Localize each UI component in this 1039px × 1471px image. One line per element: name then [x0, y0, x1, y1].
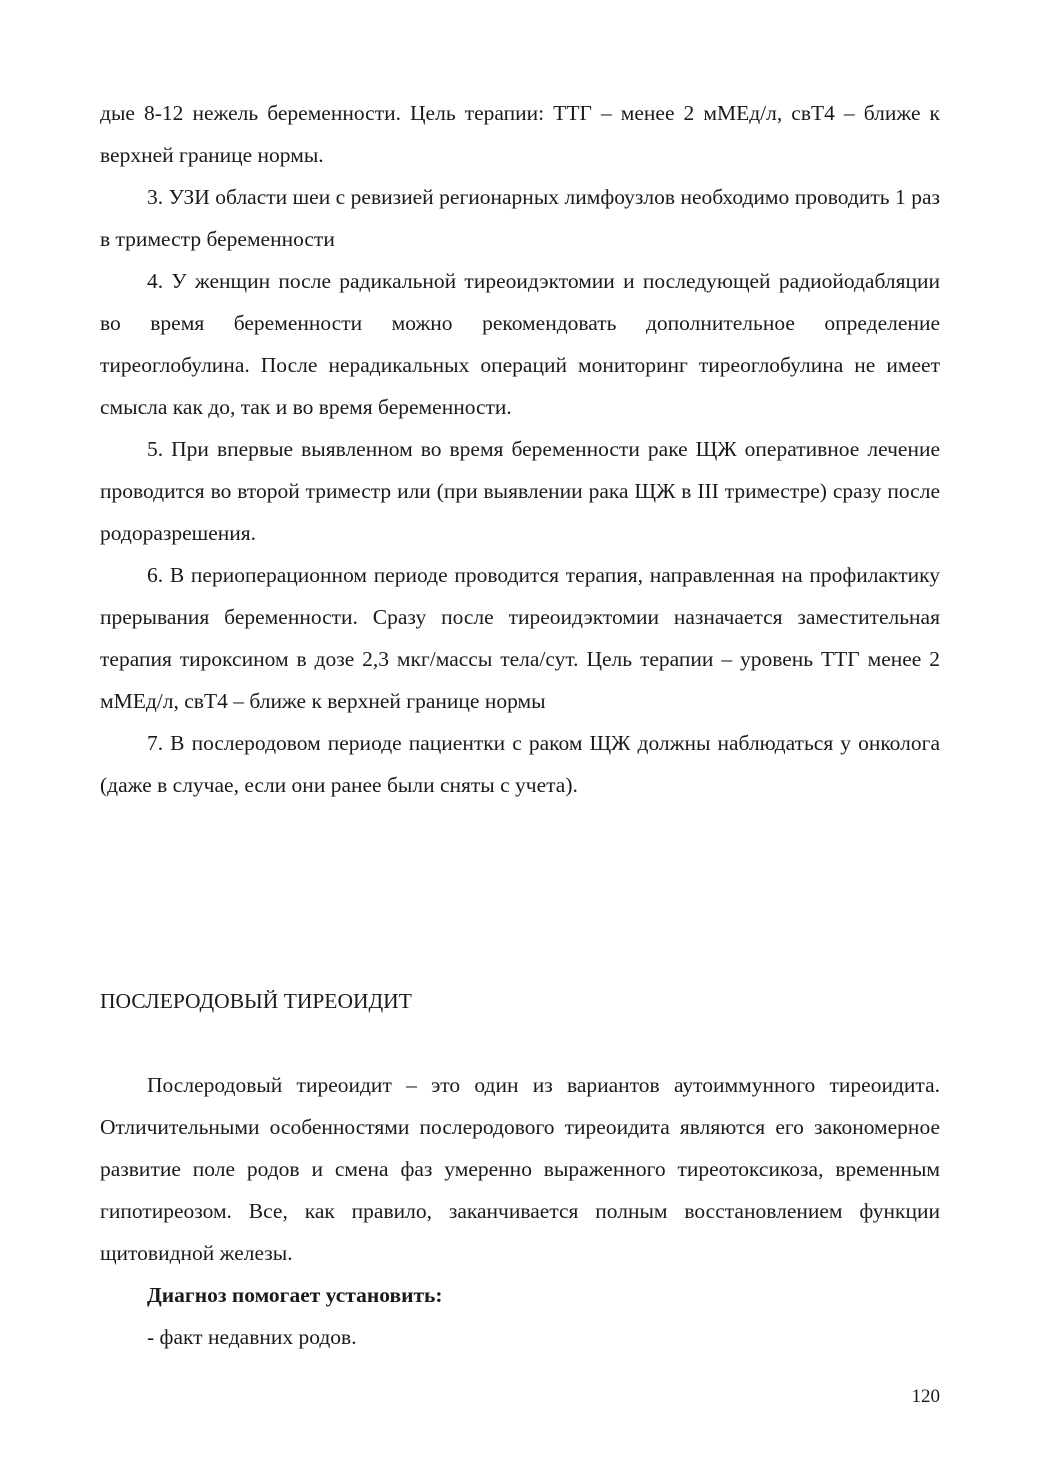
list-item-5: 5. При впервые выявленном во время беременности раке ЩЖ оперативное лечение проводится во второй триместр или (при выявлении рака ЩЖ в III триместре) сразу после родоразрешения. [100, 437, 940, 545]
section-body [100, 1064, 940, 1358]
list-item-3: 3. УЗИ области шеи с ревизией регионарных лимфоузлов необходимо проводить 1 раз в триместр беременности [100, 185, 940, 251]
diagnosis-item: - факт недавних родов. [147, 1325, 357, 1349]
list-item-4: 4. У женщин после радикальной тиреоидэктомии и последующей радиойодабляции во время беременности можно рекомендовать дополнительное определение тиреоглобулина. После нерадикальных операций мониторинг тиреоглобулина не имеет смысла как до, так и во время беременности. [100, 269, 940, 419]
section-intro: Послеродовый тиреоидит – это один из вариантов аутоиммунного тиреоидита. Отличительными особенностями послеродового тиреоидита являются его закономерное развитие поле родов и смена фаз умеренно выраженного тиреотоксикоза, временным гипотиреозом. Все, как правило, заканчивается полным восстановлением функции щитовидной железы. [100, 1073, 940, 1265]
page-number: 120 [911, 1386, 940, 1407]
diagnosis-label: Диагноз помогает установить: [147, 1283, 443, 1307]
list-item-6: 6. В периоперационном периоде проводится терапия, направленная на профилактику прерывания беременности. Сразу после тиреоидэктомии назначается заместительная терапия тироксином в дозе 2,3 мкг/массы тела/сут. Цель терапии – уровень ТТГ менее 2 мМЕд/л, свТ4 – ближе к верхней границе нормы [100, 563, 940, 713]
section-heading: ПОСЛЕРОДОВЫЙ ТИРЕОИДИТ [100, 989, 412, 1013]
page-content [100, 92, 940, 806]
list-item-7: 7. В послеродовом периоде пациентки с раком ЩЖ должны наблюдаться у онколога (даже в случае, если они ранее были сняты с учета). [100, 731, 940, 797]
paragraph-continuation: дые 8-12 нежель беременности. Цель терапии: ТТГ – менее 2 мМЕд/л, свТ4 – ближе к верхней границе нормы. [100, 101, 940, 167]
